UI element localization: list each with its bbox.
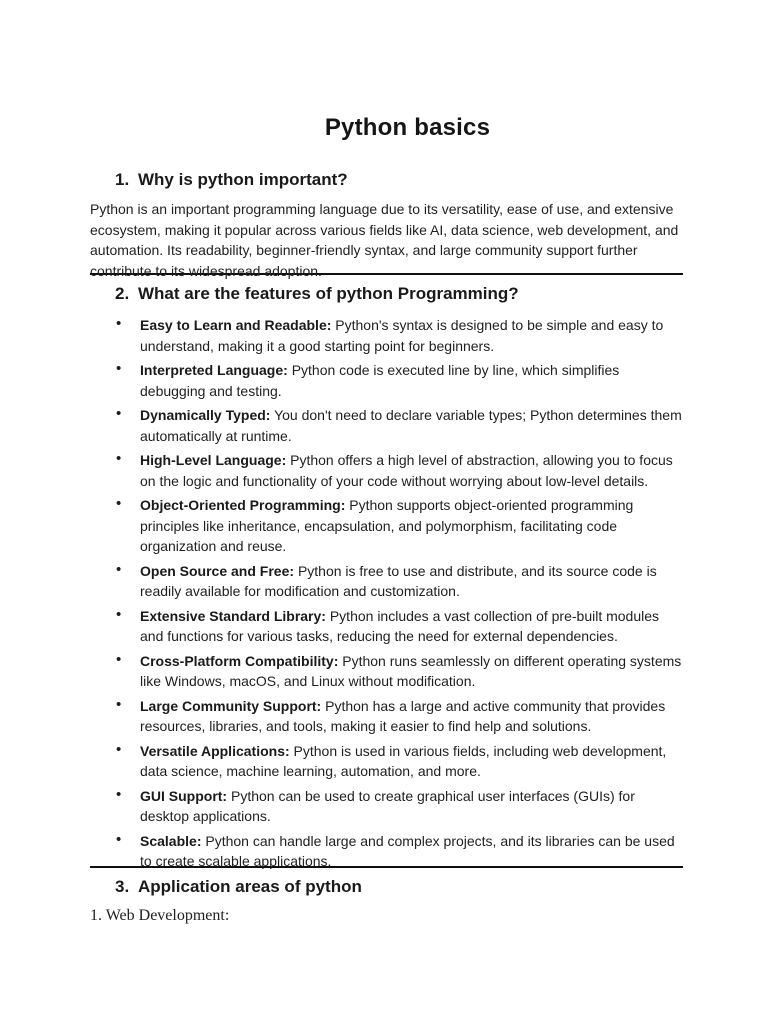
feature-item	[90, 651, 683, 692]
section-1-number: 1.	[115, 170, 130, 189]
feature-text: Python is used in various fields, including web development, data science, machine learning, automation, and more.	[140, 742, 667, 779]
feature-item	[90, 741, 683, 782]
feature-item	[90, 360, 683, 401]
section-3-number: 3.	[115, 876, 130, 896]
feature-text: Python supports object-oriented programming principles like inheritance, encapsulation, and polymorphism, facilitating code organization and reuse.	[140, 497, 634, 554]
feature-label: Cross-Platform Compatibility:	[140, 652, 339, 669]
section-1-heading	[90, 169, 683, 191]
section-application-areas	[90, 876, 683, 926]
section-3-heading-text: Application areas of python	[138, 876, 362, 896]
section-1-heading-text: Why is python important?	[138, 170, 348, 189]
feature-label: Object-Oriented Programming:	[140, 497, 346, 513]
section-2-heading-text: What are the features of python Programming?	[138, 284, 519, 303]
feature-item	[90, 606, 683, 647]
feature-label: Large Community Support:	[140, 697, 322, 714]
feature-item	[90, 495, 683, 557]
feature-label: High-Level Language:	[140, 452, 287, 468]
feature-text: Python can be used to create graphical user interfaces (GUIs) for desktop applications.	[140, 787, 635, 824]
feature-text: Python runs seamlessly on different operating systems like Windows, macOS, and Linux without modification.	[140, 652, 682, 689]
feature-text: Python code is executed line by line, which simplifies debugging and testing.	[140, 362, 620, 399]
feature-item	[90, 405, 683, 446]
feature-item	[90, 831, 683, 872]
feature-text: Python includes a vast collection of pre-built modules and functions for various tasks, reducing the need for external dependencies.	[140, 607, 660, 644]
feature-item	[90, 450, 683, 491]
feature-label: Open Source and Free:	[140, 562, 295, 579]
application-area-item: 1. Web Development:	[90, 906, 230, 924]
feature-label: Interpreted Language:	[140, 362, 288, 378]
feature-label: Scalable:	[140, 832, 202, 849]
section-3-heading	[90, 876, 683, 898]
feature-text: You don't need to declare variable types; Python determines them automatically at runtime.	[140, 407, 682, 444]
feature-label: GUI Support:	[140, 787, 228, 804]
feature-text: Python offers a high level of abstraction, allowing you to focus on the logic and functionality of your code without worrying about low-level details.	[140, 452, 673, 489]
feature-text: Python has a large and active community that provides resources, libraries, and tools, making it easier to find help and solutions.	[140, 697, 666, 734]
feature-item	[90, 315, 683, 356]
feature-item	[90, 696, 683, 737]
section-features	[90, 283, 683, 868]
section-2-heading	[90, 283, 683, 305]
section-1-paragraph: Python is an important programming language due to its versatility, ease of use, and extensive ecosystem, making it popular across various fields like AI, data science, web development, and automation. Its readability, beginner-friendly syntax, and large community support further contribute to its widespread adoption.	[90, 201, 679, 279]
feature-text: Python can handle large and complex projects, and its libraries can be used to create scalable applications.	[140, 832, 675, 869]
document-title: Python basics	[324, 114, 491, 141]
feature-label: Dynamically Typed:	[140, 407, 271, 423]
section-why-important	[90, 169, 683, 279]
section-2-number: 2.	[115, 284, 130, 303]
feature-label: Versatile Applications:	[140, 742, 290, 759]
features-list	[90, 315, 683, 872]
feature-item	[90, 561, 683, 602]
feature-label: Extensive Standard Library:	[140, 607, 326, 624]
feature-label: Easy to Learn and Readable:	[140, 317, 332, 333]
feature-text: Python's syntax is designed to be simple and easy to understand, making it a good starting point for beginners.	[140, 317, 664, 354]
feature-text: Python is free to use and distribute, and its source code is readily available for modification and customization.	[140, 562, 657, 599]
feature-item	[90, 786, 683, 827]
